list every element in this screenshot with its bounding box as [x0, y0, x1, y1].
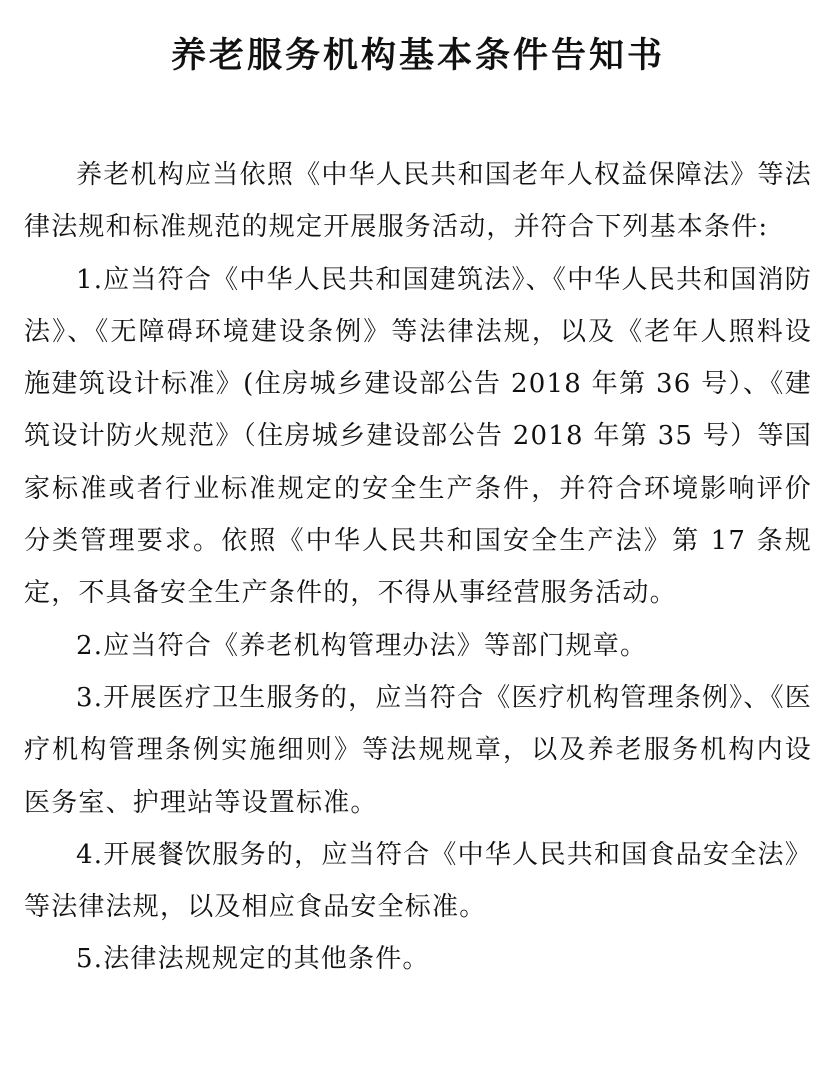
- condition-item-4: 4.开展餐饮服务的，应当符合《中华人民共和国食品安全法》等法律法规，以及相应食品安全标准。: [24, 839, 812, 923]
- document-title: 养老服务机构基本条件告知书: [170, 35, 665, 76]
- intro-paragraph: 养老机构应当依照《中华人民共和国老年人权益保障法》等法律法规和标准规范的规定开展服务活动，并符合下列基本条件:: [24, 160, 812, 243]
- condition-item-5: 5.法律法规规定的其他条件。: [76, 944, 430, 975]
- condition-item-1: 1.应当符合《中华人民共和国建筑法》、《中华人民共和国消防法》、《无障碍环境建设条例》等法律法规，以及《老年人照料设施建筑设计标准》(住房城乡建设部公告 2018 年第 36 号）、《建筑设计防火规范》（住房城乡建设部公告 2018 年第 35 号）等国家标准或者行业标准规定的安全生产条件，并符合环境影响评价分类管理要求。依照《中华人民共和国安全生产法》第 17 条规定，不具备安全生产条件的，不得从事经营服务活动。: [24, 264, 812, 609]
- condition-item-3: 3.开展医疗卫生服务的，应当符合《医疗机构管理条例》、《医疗机构管理条例实施细则》等法规规章，以及养老服务机构内设医务室、护理站等设置标准。: [24, 682, 812, 818]
- document-body: [24, 149, 812, 986]
- condition-item-2: 2.应当符合《养老机构管理办法》等部门规章。: [76, 630, 648, 661]
